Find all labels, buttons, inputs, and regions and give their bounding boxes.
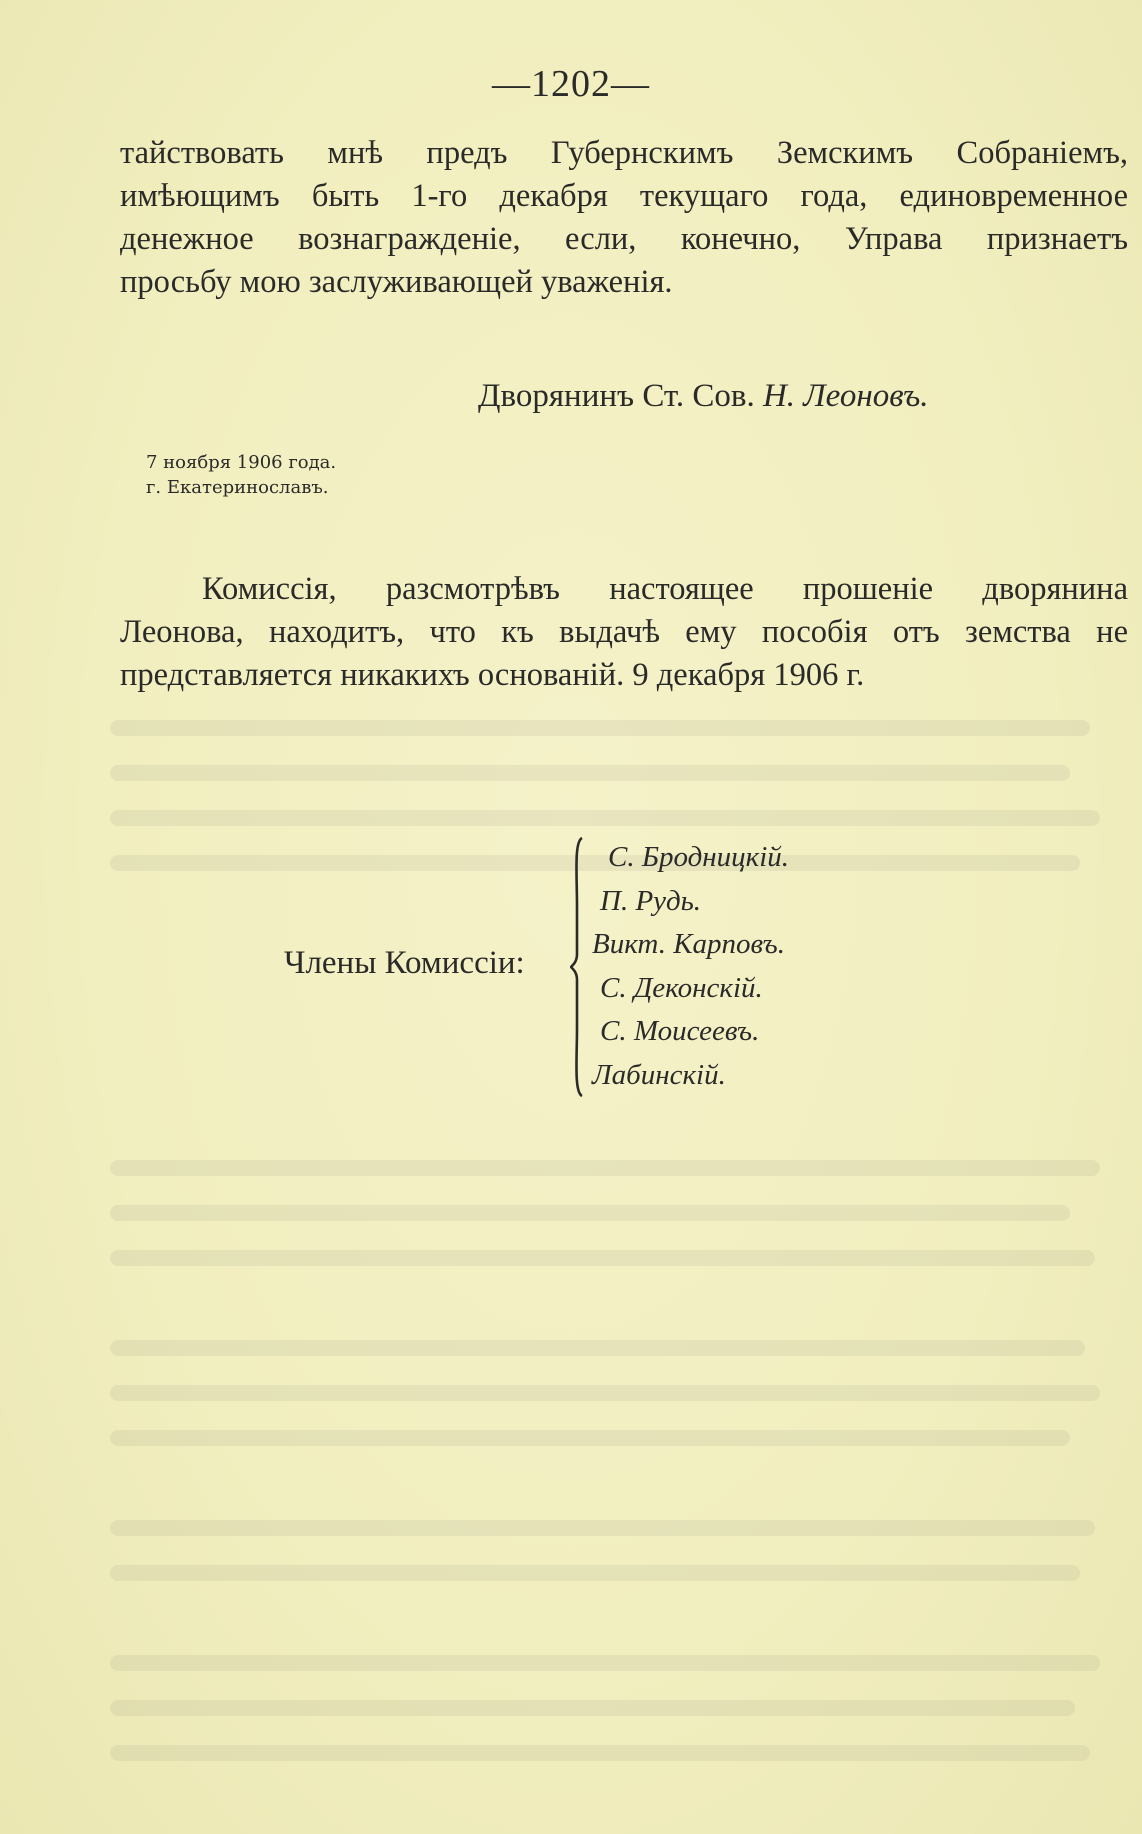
member-name: Лабинскій.	[592, 1058, 726, 1091]
page-number: —1202—	[492, 63, 650, 105]
letter-date: 7 ноября 1906 года.	[146, 452, 337, 473]
curly-brace-icon	[570, 836, 584, 1098]
members-label: Члены Комиссіи:	[284, 945, 525, 981]
text-line: представляется никакихъ основаній. 9 декабря 1906 г.	[120, 657, 865, 693]
member-name: П. Рудь.	[600, 884, 702, 917]
text-line: тайствовать мнѣ предъ Губернскимъ Земскимъ Собраніемъ,	[120, 135, 1128, 171]
letter-place: г. Екатеринославъ.	[146, 477, 329, 498]
member-name: С. Моисеевъ.	[600, 1015, 760, 1047]
text-line: Комиссія, разсмотрѣвъ настоящее прошеніе дворянина	[202, 571, 1128, 607]
member-name: С. Бродницкій.	[608, 841, 789, 873]
text-line: просьбу мою заслуживающей уваженія.	[120, 264, 673, 300]
signature-line	[478, 378, 929, 415]
text-line: денежное вознагражденіе, если, конечно, Управа признаетъ	[120, 221, 1128, 257]
text-line: Леонова, находитъ, что къ выдачѣ ему пособія отъ земства не	[120, 614, 1128, 650]
members-list	[592, 836, 789, 1097]
date-place-block	[146, 450, 336, 500]
member-name: С. Деконскій.	[600, 971, 763, 1004]
member-name: Викт. Карповъ.	[592, 928, 785, 960]
signature-title: Дворянинъ Ст. Сов.	[478, 378, 755, 414]
signature-name: Н. Леоновъ.	[762, 378, 929, 414]
paragraph-commission-decision	[120, 568, 1128, 697]
paragraph-petition-end	[120, 132, 1128, 304]
text-line: имѣющимъ быть 1-го декабря текущаго года, единовременное	[120, 178, 1128, 214]
